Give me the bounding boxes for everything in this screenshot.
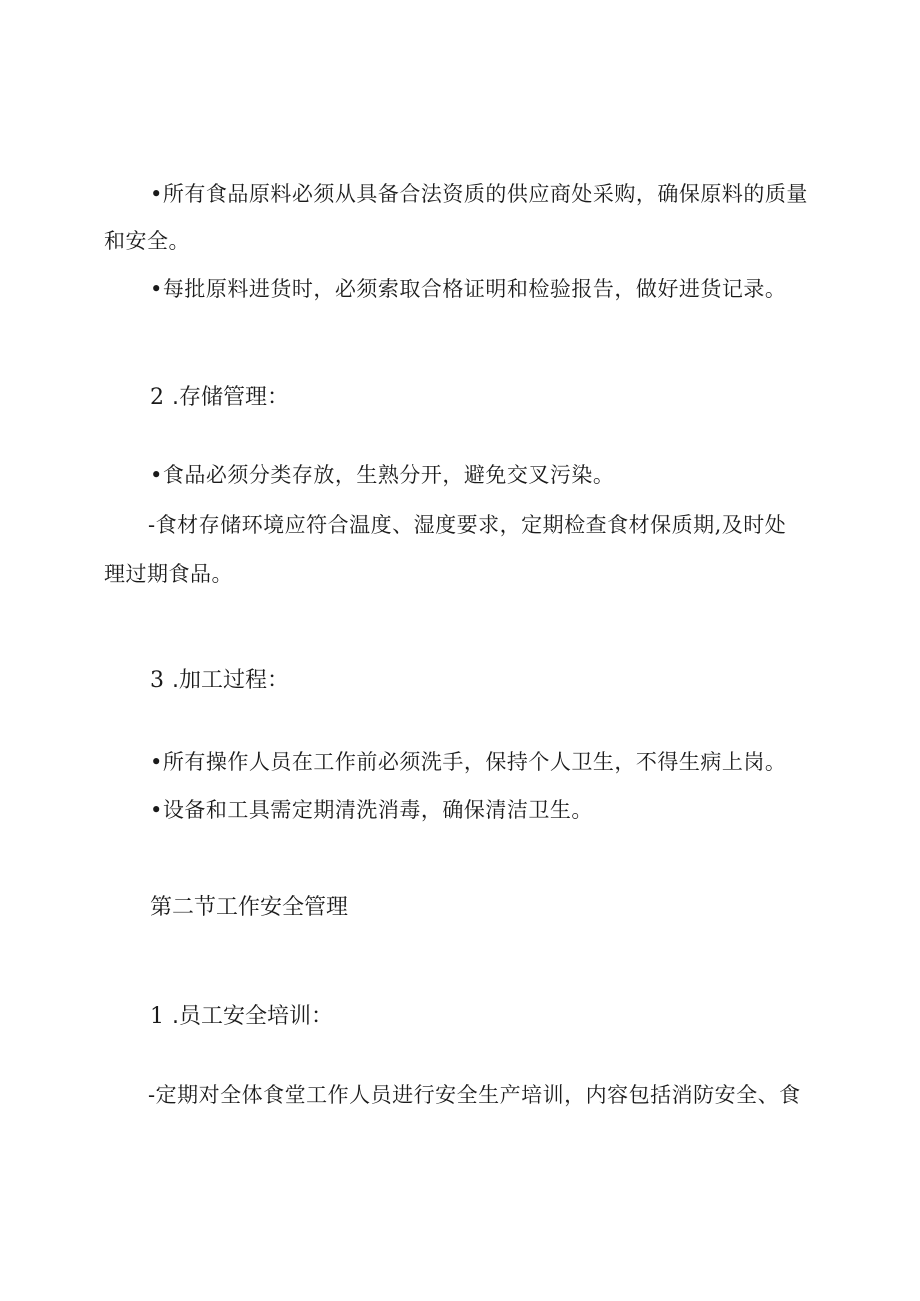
paragraph-incoming-inspection: •每批原料进货时，必须索取合格证明和检验报告，做好进货记录。 [150,277,787,301]
paragraph-storage-environment-line2: 理过期食品。 [104,562,233,586]
paragraph-raw-material-sourcing-line1: •所有食品原料必须从具备合法资质的供应商处采购，确保原料的质量 [150,182,808,206]
heading-number: 3 [150,668,164,693]
heading-processing [150,668,289,694]
heading-number: 2 [150,385,164,410]
heading-text: .员工安全培训： [172,1004,333,1029]
heading-storage-management [150,385,289,411]
heading-text: .加工过程： [172,668,289,693]
paragraph-raw-material-sourcing-line2: 和安全。 [104,229,190,253]
paragraph-personal-hygiene: •所有操作人员在工作前必须洗手，保持个人卫生，不得生病上岗。 [150,750,787,774]
heading-number: 1 [150,1004,164,1029]
paragraph-classified-storage: •食品必须分类存放，生熟分开，避免交叉污染。 [150,463,615,487]
section-title-work-safety: 第二节工作安全管理 [150,895,349,920]
heading-text: .存储管理： [172,385,289,410]
paragraph-safety-training-content: -定期对全体食堂工作人员进行安全生产培训，内容包括消防安全、食 [148,1083,801,1107]
paragraph-storage-environment-line1: -食材存储环境应符合温度、湿度要求，定期检查食材保质期,及时处 [148,513,787,537]
heading-staff-safety-training [150,1004,333,1030]
paragraph-equipment-cleaning: •设备和工具需定期清洗消毒，确保清洁卫生。 [150,798,593,822]
